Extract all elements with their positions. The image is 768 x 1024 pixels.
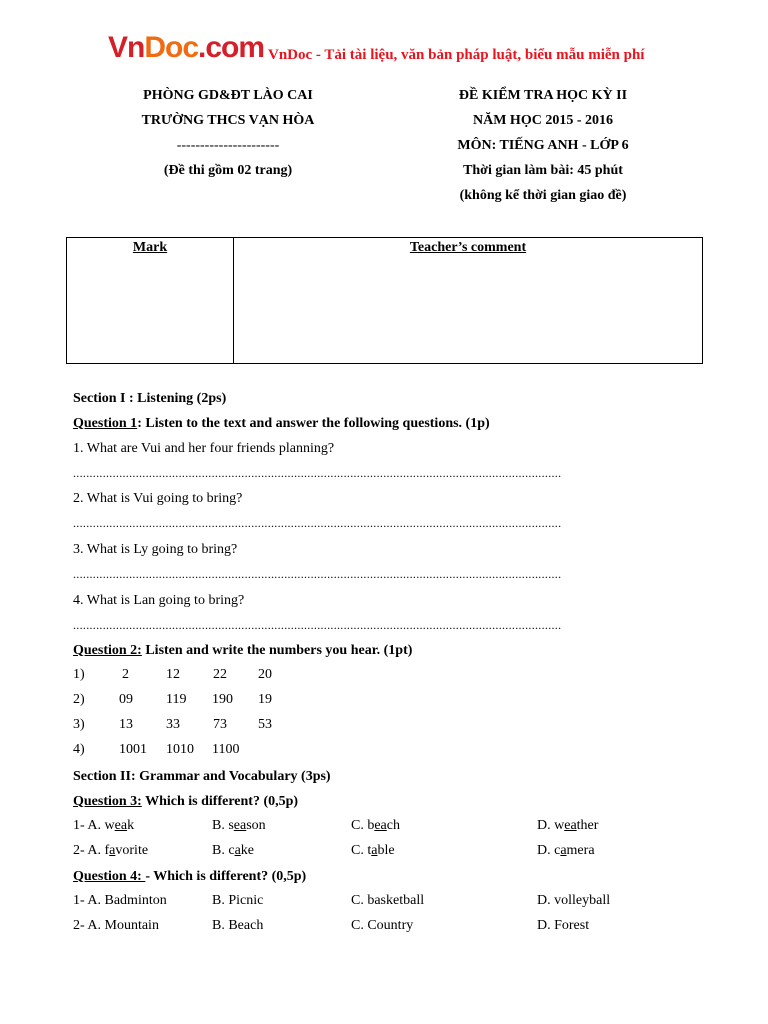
q3-option-d[interactable]: D. weather bbox=[537, 818, 599, 833]
q2-value: 53 bbox=[258, 717, 272, 732]
q2-value: 190 bbox=[212, 692, 233, 707]
department-name: PHÒNG GD&ĐT LÀO CAI bbox=[143, 88, 313, 103]
question-2-heading bbox=[73, 642, 412, 659]
mark-cell[interactable] bbox=[67, 238, 234, 364]
q2-value: 19 bbox=[258, 692, 272, 707]
vndoc-logo[interactable] bbox=[108, 31, 264, 65]
q3-option-b[interactable]: B. cake bbox=[212, 843, 254, 858]
q2-value: 20 bbox=[258, 667, 272, 682]
q4-option-d[interactable]: D. Forest bbox=[537, 918, 590, 933]
question-1-text: : Listen to the text and answer the following questions. (1p) bbox=[137, 416, 490, 431]
q1-answer-line-1[interactable]: .................................................................................................................................................... bbox=[73, 466, 562, 480]
section-1-title: Section I : Listening (2ps) bbox=[73, 391, 227, 406]
logo-doc: Doc bbox=[144, 31, 199, 64]
question-1-label: Question 1 bbox=[73, 416, 138, 431]
q2-value: 22 bbox=[213, 667, 227, 682]
q2-row-number: 4) bbox=[73, 742, 85, 757]
q4-option-c[interactable]: C. basketball bbox=[351, 893, 425, 908]
school-year: NĂM HỌC 2015 - 2016 bbox=[473, 113, 613, 128]
comment-header: Teacher’s comment bbox=[409, 240, 527, 255]
q2-value: 1100 bbox=[212, 742, 240, 757]
question-4-text: - Which is different? (0,5p) bbox=[145, 869, 307, 884]
mark-header: Mark bbox=[132, 240, 168, 255]
q1-answer-line-3[interactable]: .................................................................................................................................................... bbox=[73, 567, 562, 581]
q2-value: 09 bbox=[119, 692, 133, 707]
q3-option-b[interactable]: B. season bbox=[212, 818, 266, 833]
q2-value: 1001 bbox=[119, 742, 147, 757]
question-3-heading bbox=[73, 793, 298, 810]
q2-value: 33 bbox=[166, 717, 180, 732]
q1-answer-line-2[interactable]: .................................................................................................................................................... bbox=[73, 516, 561, 530]
question-1-heading bbox=[73, 415, 490, 432]
q4-option-c[interactable]: C. Country bbox=[351, 918, 414, 933]
q3-option-a[interactable]: 1- A. weak bbox=[73, 818, 135, 833]
q4-option-d[interactable]: D. volleyball bbox=[537, 893, 611, 908]
question-2-label: Question 2: bbox=[73, 643, 142, 658]
q2-value: 2 bbox=[122, 667, 129, 682]
q4-option-a[interactable]: 1- A. Badminton bbox=[73, 893, 167, 908]
question-2-text: Listen and write the numbers you hear. (1pt) bbox=[141, 643, 413, 658]
q4-option-b[interactable]: B. Beach bbox=[212, 918, 264, 933]
q4-option-b[interactable]: B. Picnic bbox=[212, 893, 264, 908]
q1-item-3: 3. What is Ly going to bring? bbox=[73, 542, 238, 557]
time-note: (không kể thời gian giao đề) bbox=[459, 188, 627, 203]
question-4-heading bbox=[73, 868, 306, 885]
page-count-note: (Đề thi gồm 02 trang) bbox=[163, 163, 293, 178]
site-tagline: VnDoc - Tải tài liệu, văn bản pháp luật, biểu mẫu miễn phí bbox=[268, 47, 645, 63]
logo-com: .com bbox=[198, 31, 265, 64]
section-2-title: Section II: Grammar and Vocabulary (3ps) bbox=[73, 769, 331, 784]
q2-value: 1010 bbox=[166, 742, 194, 757]
header-divider: ---------------------- bbox=[176, 138, 280, 153]
q1-item-2: 2. What is Vui going to bring? bbox=[73, 491, 243, 506]
question-3-label: Question 3: bbox=[73, 794, 142, 809]
exam-title: ĐỀ KIỂM TRA HỌC KỲ II bbox=[458, 88, 628, 103]
q3-option-c[interactable]: C. beach bbox=[351, 818, 400, 833]
q2-row-number: 2) bbox=[73, 692, 85, 707]
q2-value: 73 bbox=[213, 717, 227, 732]
q1-item-4: 4. What is Lan going to bring? bbox=[73, 593, 245, 608]
q1-item-1: 1. What are Vui and her four friends planning? bbox=[73, 441, 335, 456]
comment-cell[interactable] bbox=[234, 238, 703, 364]
q4-option-a[interactable]: 2- A. Mountain bbox=[73, 918, 159, 933]
school-name: TRƯỜNG THCS VẠN HÒA bbox=[141, 113, 315, 128]
mark-table bbox=[66, 237, 703, 364]
q3-option-c[interactable]: C. table bbox=[351, 843, 395, 858]
subject: MÔN: TIẾNG ANH - LỚP 6 bbox=[457, 138, 629, 153]
time-limit: Thời gian làm bài: 45 phút bbox=[463, 163, 623, 178]
question-3-text: Which is different? (0,5p) bbox=[141, 794, 299, 809]
q3-option-d[interactable]: D. camera bbox=[537, 843, 595, 858]
q1-answer-line-4[interactable]: .................................................................................................................................................... bbox=[73, 618, 561, 632]
q2-row-number: 1) bbox=[73, 667, 85, 682]
logo-vn: Vn bbox=[108, 31, 145, 64]
q2-value: 13 bbox=[119, 717, 133, 732]
q2-value: 12 bbox=[166, 667, 180, 682]
question-4-label: Question 4: bbox=[73, 869, 146, 884]
q3-option-a[interactable]: 2- A. favorite bbox=[73, 843, 149, 858]
q2-value: 119 bbox=[166, 692, 187, 707]
q2-row-number: 3) bbox=[73, 717, 85, 732]
